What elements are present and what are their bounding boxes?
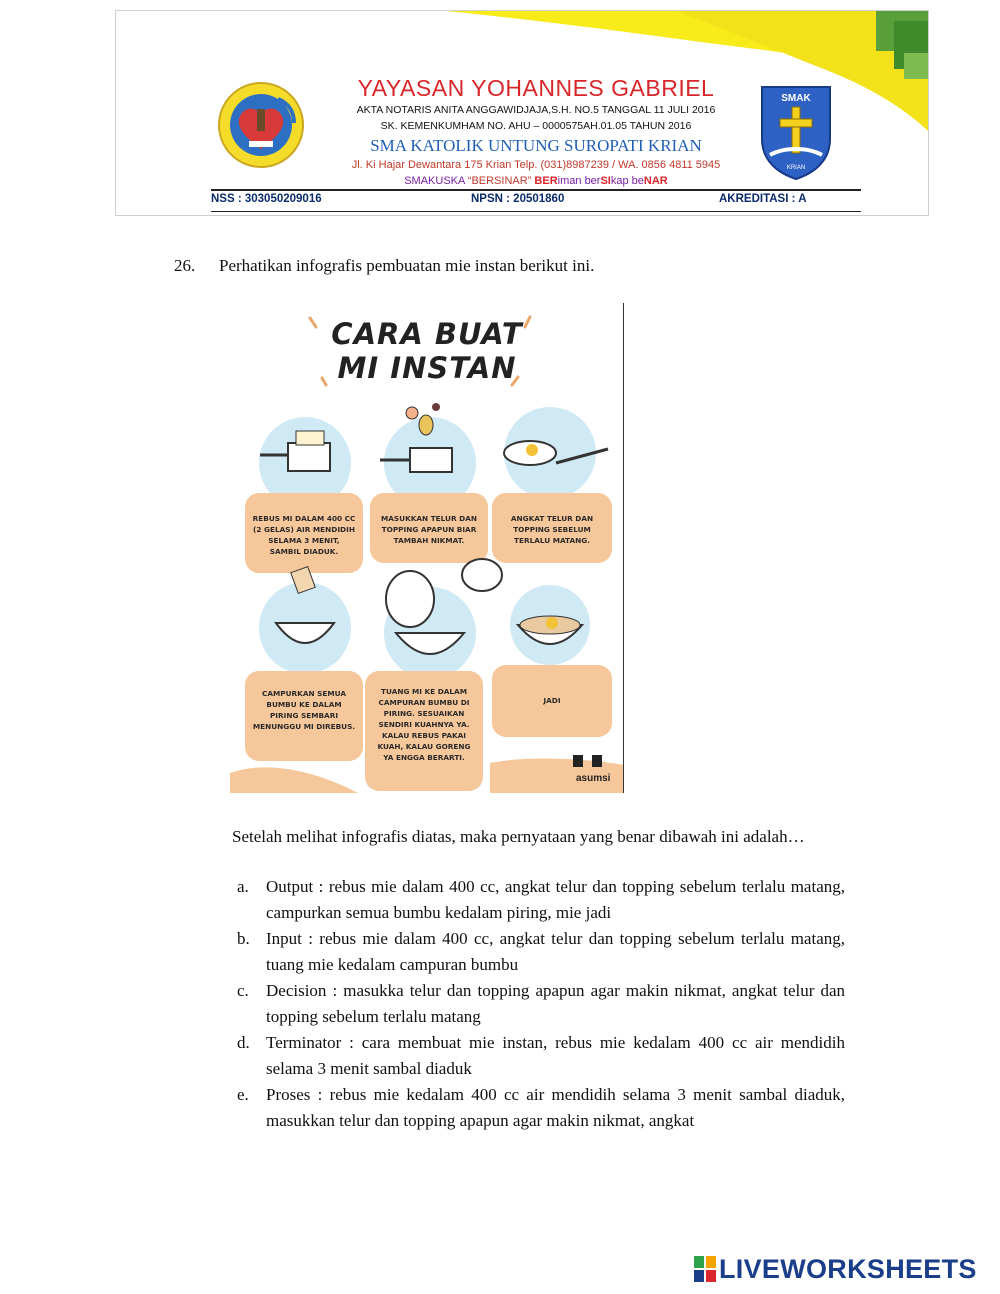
option-letter: a. — [237, 877, 249, 896]
liveworksheets-logo[interactable] — [694, 1253, 977, 1285]
motto-rest-2: kap — [610, 175, 632, 187]
step-6-text: JADI — [543, 696, 561, 705]
motto-hl-1: BER — [534, 175, 558, 187]
liveworksheets-text: LIVEWORKSHEETS — [719, 1253, 977, 1284]
option-text: Input : rebus mie dalam 400 cc, angkat telur dan topping sebelum terlalu matang, tuang mie kedalam campuran bumbu — [266, 929, 845, 974]
infographic-title-line1: CARA BUAT — [331, 317, 523, 351]
foundation-name: YAYASAN YOHANNES GABRIEL — [357, 75, 715, 101]
right-logo-sub: KRIAN — [786, 165, 806, 171]
nss-number: NSS : 303050209016 — [211, 193, 322, 205]
option-letter: d. — [237, 1033, 250, 1052]
step-4-text: CAMPURKAN SEMUA BUMBU KE DALAM PIRING SEMBARI MENUNGGU MI DIREBUS. — [252, 689, 356, 731]
option-text: Output : rebus mie dalam 400 cc, angkat telur dan topping sebelum terlalu matang, campurkan semua bumbu kedalam piring, mie jadi — [266, 877, 845, 922]
infographic-right-border — [623, 303, 624, 793]
pot-icon — [288, 443, 330, 471]
option-text: Proses : rebus mie kedalam 400 cc air mendidih selama 3 menit sambal diaduk, masukkan telur dan topping apapun agar makin nikmat, angkat — [266, 1085, 845, 1130]
infographic-image — [230, 303, 624, 793]
accreditation: AKREDITASI : A — [719, 193, 807, 205]
step-5-text: TUANG MI KE DALAM CAMPURAN BUMBU DI PIRING. SESUAIKAN SENDIRI KUAHNYA YA. KALAU REBUS PAKAI KUAH, KALAU GORENG YA ENGGA BERARTI. — [377, 687, 471, 762]
option-text: Decision : masukka telur dan topping apapun agar makin nikmat, angkat telur dan topping sebelum terlalu matang — [266, 981, 845, 1026]
question-prompt: Perhatikan infografis pembuatan mie instan berikut ini. — [219, 256, 595, 275]
motto-hl-3: NAR — [643, 175, 668, 187]
step-2-text: MASUKKAN TELUR DAN TOPPING APAPUN BIAR TAMBAH NIKMAT. — [381, 514, 477, 545]
yayasan-logo — [216, 79, 306, 175]
motto-pre-2: ber — [584, 175, 601, 187]
option-letter: b. — [237, 929, 250, 948]
letterhead-text-block — [316, 74, 756, 189]
right-logo-text: SMAK — [781, 93, 811, 104]
letterhead-rule-bottom — [211, 211, 861, 212]
question-number: 26. — [174, 256, 196, 275]
answer-option-d — [232, 1030, 845, 1082]
school-identifiers — [211, 193, 861, 209]
answer-option-c — [232, 978, 845, 1030]
infographic-title-line2: MI INSTAN — [337, 351, 517, 385]
npsn-number: NPSN : 20501860 — [471, 193, 565, 205]
school-name: SMA KATOLIK UNTUNG SUROPATI KRIAN — [370, 136, 702, 155]
motto-pre-3: be — [631, 175, 644, 187]
school-address: Jl. Ki Hajar Dewantara 175 Krian Telp. (031)8987239 / WA. 0856 4811 5945 — [351, 159, 721, 171]
option-letter: e. — [237, 1085, 249, 1104]
liveworksheets-icon — [694, 1256, 716, 1282]
answer-option-a — [232, 874, 845, 926]
motto-prefix: SMAKUSKA — [404, 175, 468, 187]
answer-option-e — [232, 1082, 845, 1134]
answer-options — [232, 874, 845, 1134]
sk-decree-line: SK. KEMENKUMHAM NO. AHU – 0000575AH.01.05 TAHUN 2016 — [380, 120, 692, 132]
answer-option-b — [232, 926, 845, 978]
option-text: Terminator : cara membuat mie instan, rebus mie kedalam 400 cc air mendidih selama 3 menit sambal diaduk — [266, 1033, 845, 1078]
school-motto — [316, 173, 756, 189]
step-1-text: REBUS MI DALAM 400 CC (2 GELAS) AIR MENDIDIH SELAMA 3 MENIT, SAMBIL DIADUK. — [252, 514, 356, 556]
smak-krian-logo — [756, 81, 836, 181]
letterhead — [115, 10, 929, 216]
motto-hl-2: SI — [600, 175, 611, 187]
motto-quote: “BERSINAR” — [467, 175, 532, 187]
question-intro: Setelah melihat infografis diatas, maka pernyataan yang benar dibawah ini adalah… — [232, 827, 805, 846]
notary-deed-line: AKTA NOTARIS ANITA ANGGAWIDJAJA,S.H. NO.5 TANGGAL 11 JULI 2016 — [356, 104, 716, 116]
infographic-brand: asumsi — [576, 773, 611, 784]
step-3-text: ANGKAT TELUR DAN TOPPING SEBELUM TERLALU MATANG. — [510, 514, 594, 545]
motto-rest-1: iman — [557, 175, 585, 187]
option-letter: c. — [237, 981, 249, 1000]
letterhead-rule-top — [211, 189, 861, 191]
